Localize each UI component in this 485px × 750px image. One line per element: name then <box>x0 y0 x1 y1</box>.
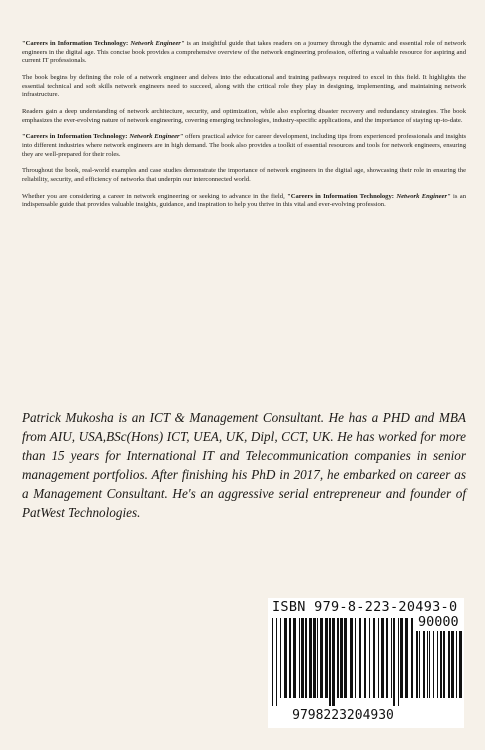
barcode-bar <box>456 631 457 698</box>
barcode-bar <box>280 618 281 698</box>
barcode-bar <box>427 631 428 698</box>
book-title-bold: "Careers in Information Technology: <box>22 133 128 141</box>
barcode-bar <box>289 618 291 698</box>
barcode-bar <box>429 631 430 698</box>
blurb-paragraph-2: The book begins by defining the role of a network engineer and delves into the educational and training pathways required to excel in this field. It highlights the essential technical and soft skills network engineers need to succeed, along with the critical role they play in designing, implementing, and maintaining network infrastructure. <box>22 73 466 99</box>
blurb-text: is an insightful guide that takes readers on a journey through the dynamic and essential role of network engineers in the digital age. This concise book provides a comprehensive overview of the network engineering profession, offering a valuable resource for aspiring and current IT professionals. <box>22 40 467 65</box>
barcode-bar <box>276 618 277 706</box>
book-title-bold: "Careers in Information Technology: <box>287 192 394 200</box>
barcode-bar <box>411 618 413 698</box>
barcode-bar <box>398 618 399 706</box>
barcode-bar <box>459 631 462 698</box>
barcode-bar <box>340 618 343 698</box>
barcode-bar <box>325 618 328 698</box>
book-subtitle-bold-italic: Network Engineer" <box>129 133 184 141</box>
blurb-paragraph-1 <box>22 40 466 66</box>
barcode-bar <box>355 618 356 698</box>
book-title-bold: "Careers in Information Technology: <box>22 40 129 47</box>
blurb-paragraph-4 <box>22 133 466 159</box>
barcode-bar <box>419 631 420 698</box>
blurb-text: offers practical advice for career development, including tips from experienced professionals and insights into different industries where network engineers are in high demand. The book also provides a toolkit of essential resources and tools for network engineers, ensuring they are well-prepared for their roles. <box>22 133 467 158</box>
back-cover-blurb <box>22 40 466 218</box>
barcode-bar <box>405 618 408 698</box>
barcode-bar <box>451 631 454 698</box>
price-code: 90000 <box>418 614 459 630</box>
barcode-bar <box>320 618 323 698</box>
barcode-bar <box>329 618 331 706</box>
blurb-paragraph-6 <box>22 193 466 210</box>
isbn-barcode <box>268 598 464 728</box>
barcode-bar <box>317 618 318 698</box>
barcode-bar <box>416 631 418 698</box>
author-bio: Patrick Mukosha is an ICT & Management Consultant. He has a PHD and MBA from AIU, USA,BSc(Hons) ICT, UEA, UK, Dipl, CCT, UK. He has worked for more than 15 years for International IT and Telecommunication companies in senior management portfolios. After finishing his PhD in 2017, he embarked on career as a Management Consultant. He's an aggressive serial entrepreneur and founder of PatWest Technologies. <box>22 410 466 520</box>
barcode-bar <box>359 618 361 698</box>
barcode-bar <box>393 618 395 706</box>
barcode-bar <box>378 618 379 698</box>
barcode-bar <box>386 618 388 698</box>
barcode-bar <box>443 631 445 698</box>
barcode-bar <box>373 618 375 698</box>
barcode-bar <box>364 618 366 698</box>
barcode-bar <box>350 618 353 698</box>
barcode-bar <box>433 631 434 698</box>
barcode-bar <box>448 631 450 698</box>
barcode-bar <box>437 631 438 698</box>
isbn-label: ISBN 979-8-223-20493-0 <box>272 599 458 615</box>
barcode-bar <box>391 618 392 698</box>
barcode-bar <box>381 618 384 698</box>
barcode-bar <box>301 618 304 698</box>
barcode-bar <box>332 618 335 706</box>
barcode-bar <box>440 631 442 698</box>
barcode-bar <box>423 631 425 698</box>
ean-barcode-bars <box>272 618 414 706</box>
barcode-bar <box>313 618 316 698</box>
ean-digits: 9798223204930 <box>292 708 394 723</box>
blurb-paragraph-5: Throughout the book, real-world examples and case studies demonstrate the importance of network engineers in the digital age, showcasing their role in ensuring the reliability, security, and efficiency of networks that underpin our interconnected world. <box>22 167 466 183</box>
book-subtitle-bold-italic: Network Engineer" <box>396 192 451 200</box>
book-subtitle-bold-italic: Network Engineer" <box>130 40 185 47</box>
barcode-bar <box>272 618 273 706</box>
blurb-text: Whether you are considering a career in network engineering or seeking to advance in the field, <box>22 192 288 200</box>
barcode-bar <box>309 618 312 698</box>
barcode-bar <box>369 618 370 698</box>
blurb-text: is an indispensable guide that provides valuable insights, guidance, and inspiration to help you thrive in this vital and ever-evolving profession. <box>22 192 467 209</box>
barcode-bar <box>337 618 339 698</box>
barcode-bar <box>284 618 287 698</box>
barcode-bar <box>344 618 347 698</box>
addon-barcode-bars <box>416 631 462 706</box>
barcode-bar <box>305 618 307 698</box>
blurb-paragraph-3: Readers gain a deep understanding of network architecture, security, and optimization, while also exploring disaster recovery and redundancy strategies. The book emphasizes the ever-evolving nature of network engineering, covering emerging technologies, industry-specific applications, and the importance of staying up-to-date. <box>22 107 466 124</box>
barcode-bar <box>293 618 296 698</box>
barcode-bar <box>299 618 300 698</box>
barcode-bar <box>400 618 403 698</box>
